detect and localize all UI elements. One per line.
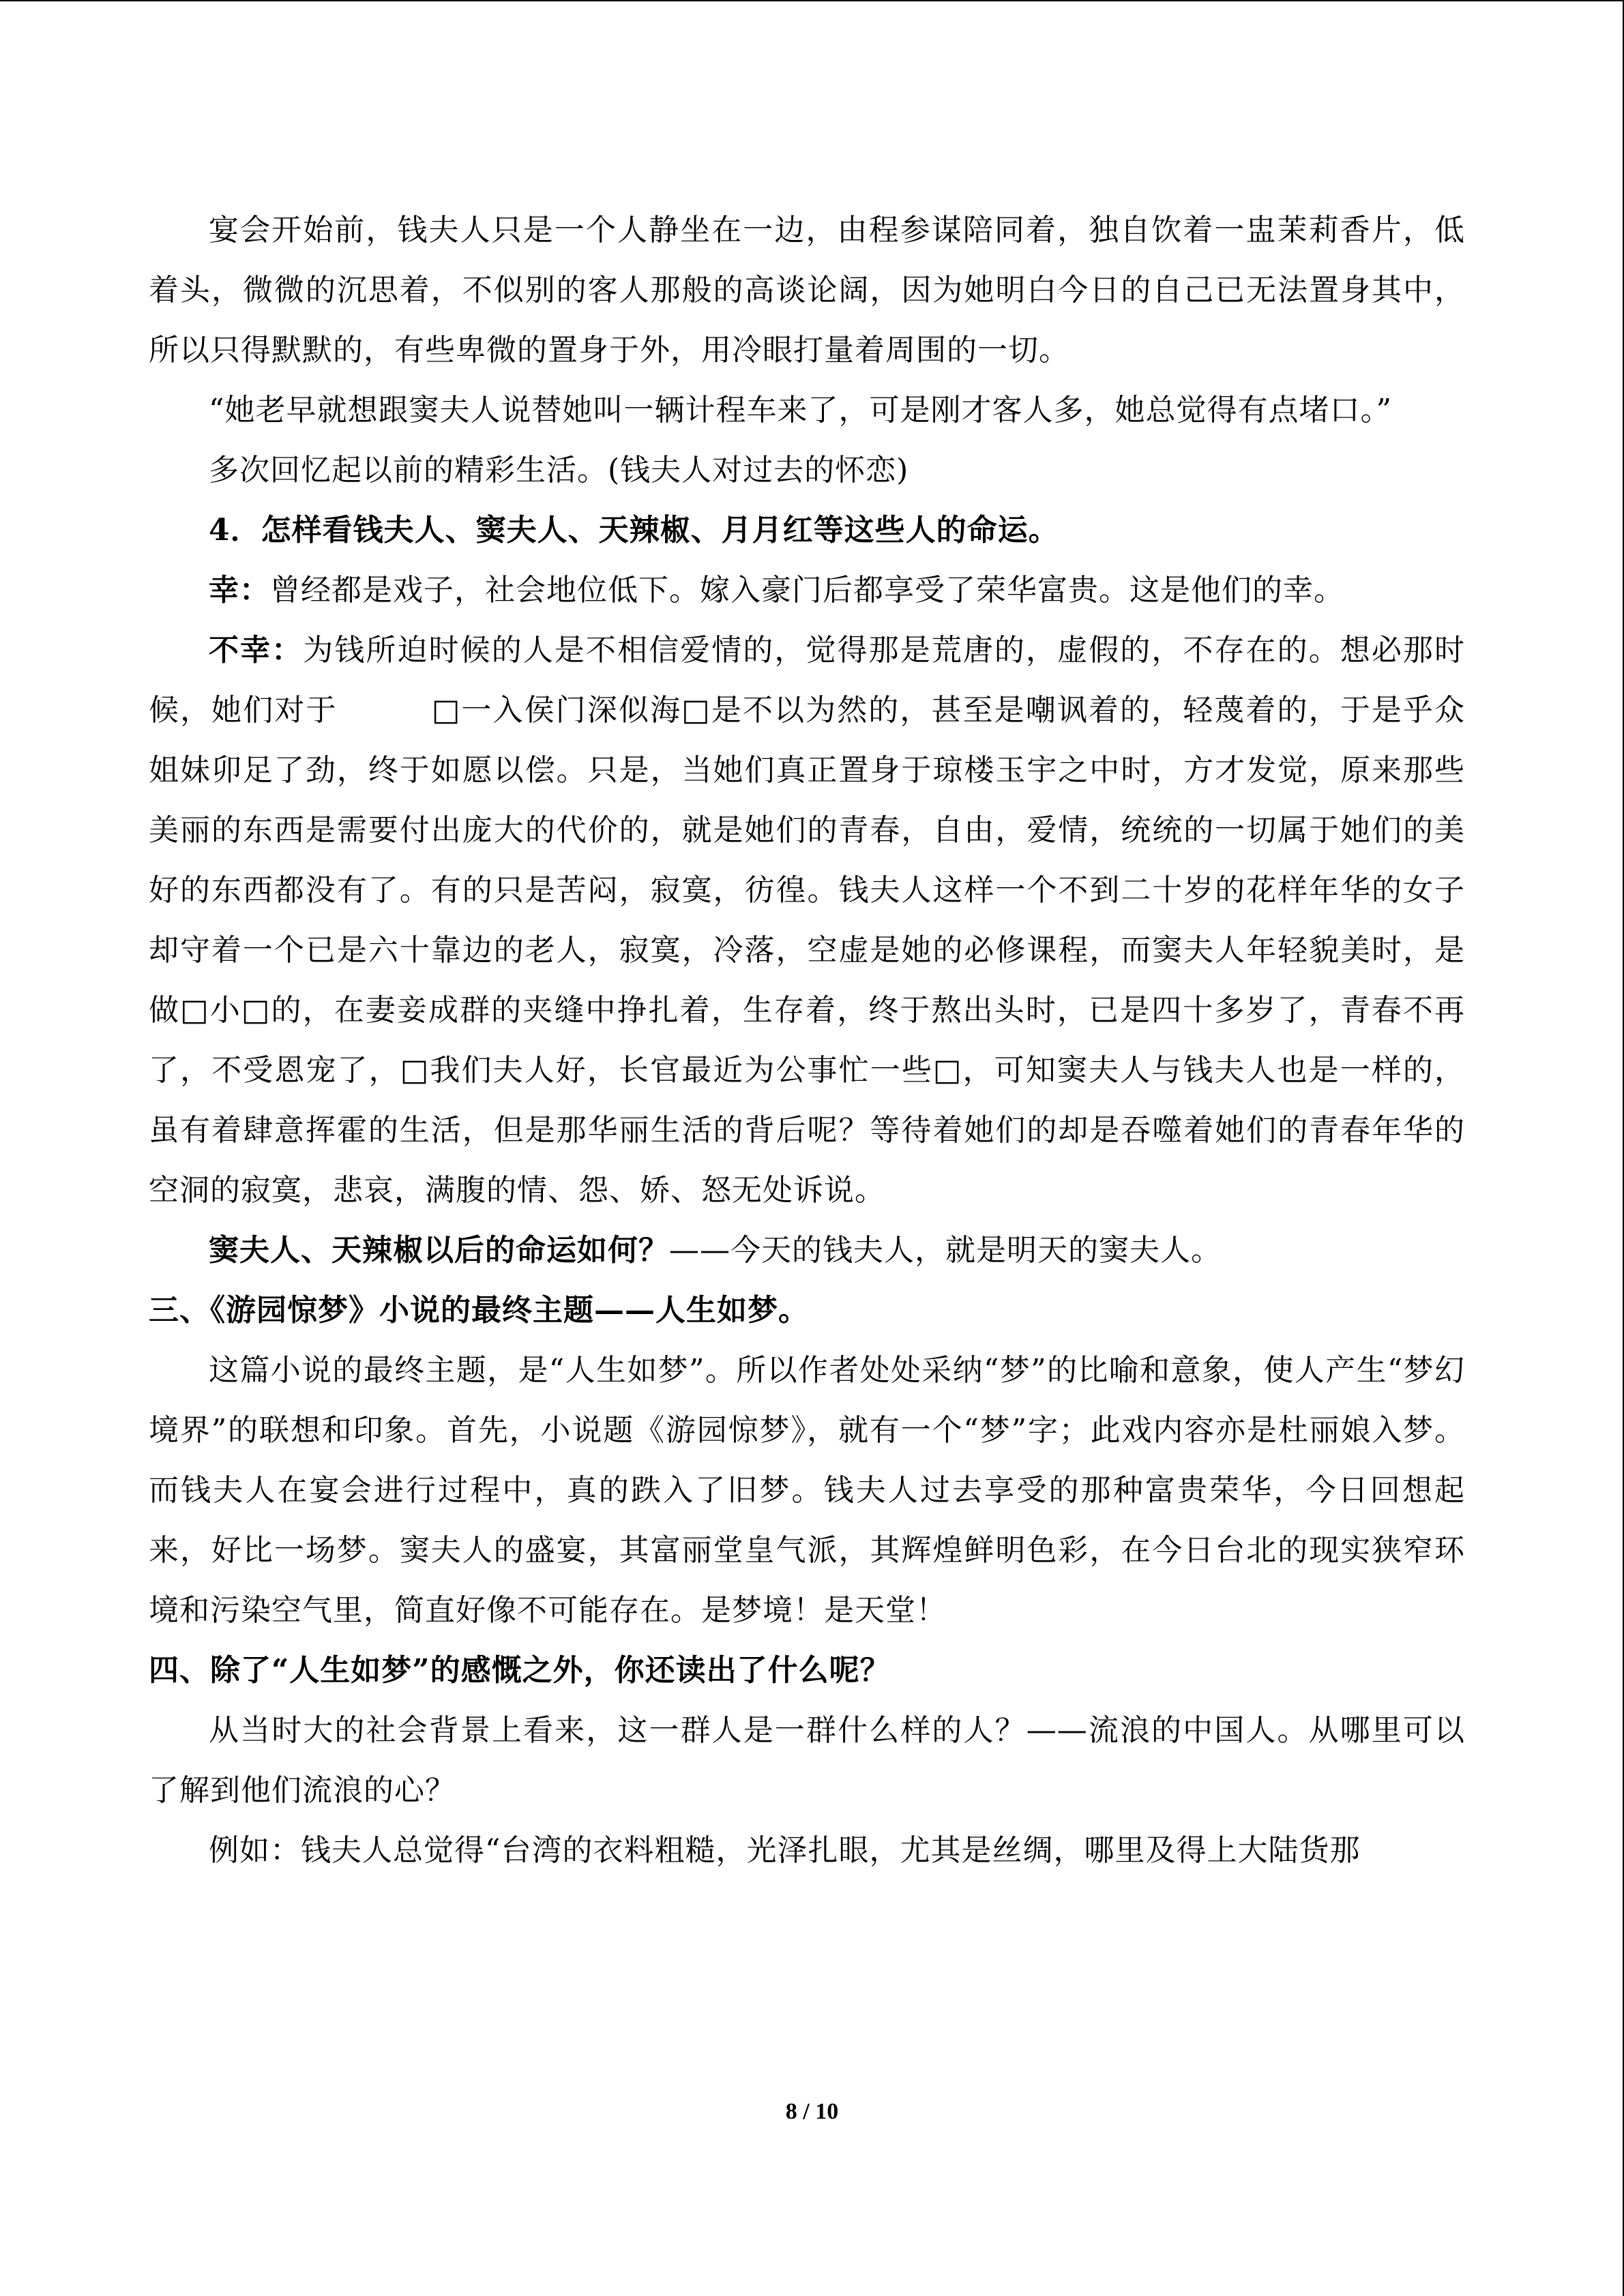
paragraph-fortune — [149, 561, 1465, 621]
paragraph-misfortune — [149, 621, 1465, 1221]
fortune-label: 幸： — [209, 573, 270, 608]
paragraph-recollection: 多次回忆起以前的精彩生活。(钱夫人对过去的怀恋) — [209, 453, 909, 488]
misfortune-label: 不幸： — [209, 633, 304, 668]
page-border-top — [0, 0, 1624, 1]
section-4-heading: 四、除了“人生如梦”的感慨之外，你还读出了什么呢？ — [149, 1653, 891, 1688]
question-4-heading: 4．怎样看钱夫人、窦夫人、天辣椒、月月红等这些人的命运。 — [209, 513, 1059, 548]
paragraph-example: 例如：钱夫人总觉得“台湾的衣料粗糙，光泽扎眼，尤其是丝绸，哪里及得上大陆货那 — [209, 1833, 1361, 1868]
paragraph-wandering: 从当时大的社会背景上看来，这一群人是一群什么样的人？——流浪的中国人。从哪里可以了解到他们流浪的心？ — [149, 1713, 1465, 1808]
paragraph-fate-question — [149, 1221, 1465, 1281]
fate-question-label: 窦夫人、天辣椒以后的命运如何？ — [209, 1233, 669, 1268]
paragraph-quote-taxi: “她老早就想跟窦夫人说替她叫一辆计程车来了，可是刚才客人多，她总觉得有点堵口。” — [209, 393, 1392, 428]
page-number: 8 / 10 — [785, 2099, 839, 2124]
fortune-text: 曾经都是戏子，社会地位低下。嫁入豪门后都享受了荣华富贵。这是他们的幸。 — [270, 573, 1344, 608]
document-body — [149, 200, 1465, 1881]
section-3-heading: 三、《游园惊梦》小说的最终主题——人生如梦。 — [149, 1293, 809, 1328]
paragraph-banquet-start: 宴会开始前，钱夫人只是一个人静坐在一边，由程参谋陪同着，独自饮着一盅茉莉香片，低着头，微微的沉思着，不似别的客人那般的高谈论阔，因为她明白今日的自己已无法置身其中，所以只得默默的，有些卑微的置身于外，用冷眼打量着周围的一切。 — [149, 213, 1465, 368]
fate-question-answer: ——今天的钱夫人，就是明天的窦夫人。 — [669, 1233, 1222, 1268]
misfortune-text: 为钱所迫时候的人是不相信爱情的，觉得那是荒唐的，虚假的，不存在的。想必那时候，她们对于 □一入侯门深似海□是不以为然的，甚至是嘲讽着的，轻蔑着的，于是乎众姐妹卯足了劲，终于如愿以偿。只是，当她们真正置身于琼楼玉宇之中时，方才发觉，原来那些美丽的东西是需要付出庞大的代价的，就是她们的青春，自由，爱情，统统的一切属于她们的美好的东西都没有了。有的只是苦闷，寂寞，彷徨。钱夫人这样一个不到二十岁的花样年华的女子却守着一个已是六十靠边的老人，寂寞，冷落，空虚是她的必修课程，而窦夫人年轻貌美时，是做□小□的，在妻妾成群的夹缝中挣扎着，生存着，终于熬出头时，已是四十多岁了，青春不再了，不受恩宠了，□我们夫人好，长官最近为公事忙一些□，可知窦夫人与钱夫人也是一样的，虽有着肆意挥霍的生活，但是那华丽生活的背后呢？等待着她们的却是吞噬着她们的青春年华的空洞的寂寞，悲哀，满腹的情、怨、娇、怒无处诉说。 — [149, 633, 1466, 1208]
paragraph-theme: 这篇小说的最终主题，是“人生如梦”。所以作者处处采纳“梦”的比喻和意象，使人产生“梦幻境界”的联想和印象。首先，小说题《游园惊梦》，就有一个“梦”字；此戏内容亦是杜丽娘入梦。而钱夫人在宴会进行过程中，真的跌入了旧梦。钱夫人过去享受的那种富贵荣华，今日回想起来，好比一场梦。窦夫人的盛宴，其富丽堂皇气派，其辉煌鲜明色彩，在今日台北的现实狭窄环境和污染空气里，简直好像不可能存在。是梦境！是天堂！ — [149, 1353, 1465, 1628]
